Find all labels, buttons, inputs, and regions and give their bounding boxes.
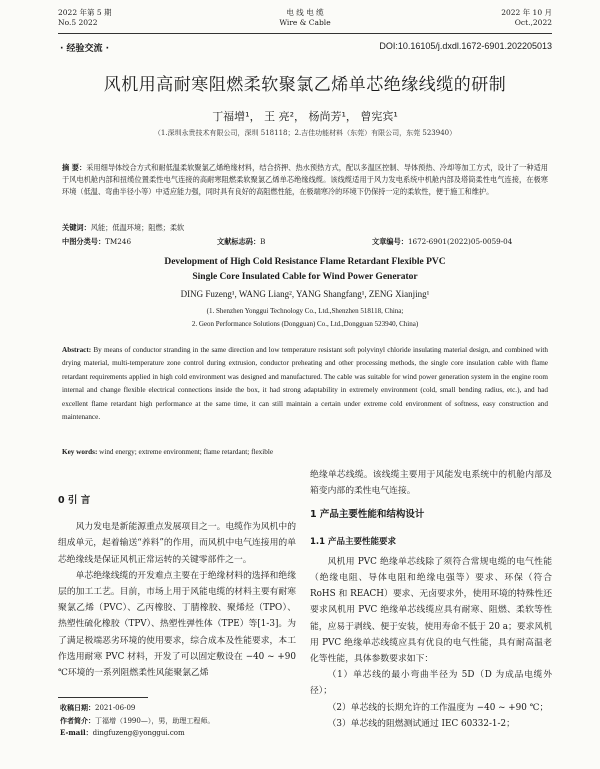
journal-name-cn: 电 线 电 缆 bbox=[286, 8, 324, 17]
clc-number bbox=[62, 237, 131, 247]
abstract-en-label: Abstract: bbox=[62, 346, 92, 354]
abstract-cn bbox=[62, 162, 548, 198]
running-header bbox=[58, 8, 552, 36]
title-en-line2: Single Core Insulated Cable for Wind Power Generator bbox=[192, 272, 418, 282]
journal-name bbox=[58, 8, 552, 28]
requirement-item: （3）单芯线的阻燃测试通过 IEC 60332-1-2； bbox=[327, 718, 515, 729]
received-label: 收稿日期： bbox=[60, 703, 95, 712]
authors-cn: 丁福增¹， 王 亮²， 杨尚芳¹， 曾宪宾¹ bbox=[212, 110, 398, 123]
keywords-cn-text: 风能；低温环境；阻燃；柔软 bbox=[90, 223, 185, 232]
clc-label: 中图分类号： bbox=[62, 237, 106, 246]
keywords-en-label: Key words: bbox=[62, 448, 98, 456]
journal-date bbox=[501, 8, 552, 28]
email-value[interactable]: dingfuzeng@yonggui.com bbox=[92, 729, 185, 737]
footnote-rule bbox=[58, 697, 148, 698]
affiliation-en bbox=[58, 305, 552, 331]
keywords-en-text: wind energy; extreme environment; flame retardant; flexible bbox=[99, 448, 274, 456]
abstract-cn-text: 采用细导体绞合方式和耐低温柔软聚氯乙烯绝缘材料，结合挤押、热水预热方式，配以多温区控制、导体预热、冷却等加工方式，设计了一种适用于风电机舱内部和扭缆位置柔性电气连接的高耐寒阻燃柔软聚氯乙烯单芯绝缘线缆。该线缆适用于风力发电系统中机舱内部及塔筒柔性电气连接，在极寒环境（低温、弯曲半径小等）中适应能力强，同时具有良好的高阻燃性能，在极端寒冷的环境下仍保持一定的柔软性，便于施工和维护。 bbox=[62, 163, 548, 196]
keywords-cn bbox=[62, 223, 548, 233]
body-column-right bbox=[310, 467, 552, 732]
issue-cn: 2022 年第 5 期 bbox=[58, 8, 112, 17]
paper-title-en bbox=[58, 255, 552, 285]
paper-title-cn: 风机用高耐寒阻燃柔软聚氯乙烯单芯绝缘线缆的研制 bbox=[103, 75, 507, 95]
clc-value: TM246 bbox=[105, 237, 132, 246]
doi: DOI:10.16105/j.dxdl.1672-6901.202205013 bbox=[379, 41, 552, 51]
authors-en: DING Fuzeng¹, WANG Liang², YANG Shangfang¹, ZENG Xianjing¹ bbox=[180, 289, 430, 299]
affiliation-cn: （1.深圳永贵技术有限公司，深圳 518118；2.吉佳功能材料（东莞）有限公司，东莞 523940） bbox=[153, 129, 457, 137]
affil-en-line1: (1. Shenzhen Yonggui Technology Co., Ltd.,Shenzhen 518118, China; bbox=[206, 307, 404, 315]
date-cn: 2022 年 10 月 bbox=[501, 8, 552, 17]
received-value: 2021-06-09 bbox=[95, 704, 136, 712]
keywords-en bbox=[62, 448, 548, 456]
section-heading-introduction: 0 引 言 bbox=[58, 495, 91, 506]
affil-en-line2: 2. Geon Performance Solutions (Dongguan) Co., Ltd.,Dongguan 523940, China) bbox=[191, 320, 419, 328]
issue-en: No.5 2022 bbox=[58, 18, 98, 27]
article-number bbox=[372, 237, 512, 247]
section-heading-1-1: 1.1 产品主要性能要求 bbox=[310, 536, 397, 547]
received-date bbox=[60, 702, 296, 715]
classification-row bbox=[62, 237, 548, 247]
body-paragraph: 风力发电是新能源重点发展项目之一。电缆作为风机中的组成单元，起着输送“养料”的作用，而风机中电气连接用的单芯绝缘线是保证风机正常运转的关键零部件之一。 bbox=[58, 522, 296, 565]
requirement-item: （1）单芯线的最小弯曲半径为 5D（D 为成品电缆外径）； bbox=[310, 670, 552, 697]
journal-name-en: Wire & Cable bbox=[279, 18, 331, 27]
email-label: E-mail： bbox=[60, 728, 93, 737]
abstract-en bbox=[62, 344, 548, 424]
author-bio-value: 丁福增（1990—），男，助理工程师。 bbox=[95, 716, 215, 725]
body-paragraph: 风机用 PVC 绝缘单芯线除了须符合常规电缆的电气性能（绝缘电阻、导体电阻和绝缘电强等）要求、环保（符合 RoHS 和 REACH）要求、无卤要求外，使用环境的特殊性还要求风机用 PVC 绝缘单芯线缆应具有耐寒、阻燃、柔软等性能，应易于剥线、便于安装，使用寿命不低于 20 a；要求风机用 PVC 绝缘单芯线缆应具有优良的电气性能，具有耐高温老化等性能，具体参数要求如下： bbox=[310, 556, 552, 665]
doc-code-label: 文献标志码： bbox=[217, 237, 261, 246]
abstract-cn-label: 摘 要： bbox=[62, 163, 87, 172]
body-paragraph: 单芯绝缘线缆的开发难点主要在于绝缘材料的选择和绝缘层的加工工艺。目前，市场上用于风能电缆的材料主要有耐寒聚氯乙烯（PVC）、乙丙橡胶、丁腈橡胶、聚烯烃（TPO）、热塑性硫化橡胶（TPV）、热塑性弹性体（TPE）等[1-3]。为了满足极端恶劣环境的使用要求，综合成本及性能要求，本工作选用耐寒 PVC 材料，开发了可以固定敷设在 −40 ~ +90 ℃环境的一系列阻燃柔性风能聚氯乙烯 bbox=[58, 570, 296, 679]
section-tag: · 经验交流 · bbox=[60, 44, 110, 54]
body-column-left bbox=[58, 485, 296, 681]
body-paragraph: 绝缘单芯线缆。该线缆主要用于风能发电系统中的机舱内部及箱变内部的柔性电气连接。 bbox=[310, 470, 552, 497]
article-no-label: 文章编号： bbox=[372, 237, 408, 246]
title-en-line1: Development of High Cold Resistance Flame Retardant Flexible PVC bbox=[164, 257, 446, 267]
requirement-item: （2）单芯线的长期允许的工作温度为 −40 ~ +90 ℃； bbox=[327, 702, 549, 713]
date-en: Oct.,2022 bbox=[514, 18, 552, 27]
author-bio-label: 作者简介： bbox=[60, 715, 95, 725]
section-heading-1: 1 产品主要性能和结构设计 bbox=[310, 509, 425, 521]
author-bio bbox=[60, 715, 296, 728]
doc-code-value: B bbox=[260, 237, 266, 246]
keywords-cn-label: 关键词： bbox=[62, 223, 91, 232]
footnotes bbox=[60, 702, 296, 740]
author-email bbox=[60, 727, 296, 740]
abstract-en-text: By means of conductor stranding in the same direction and low temperature resistant soft polyvinyl chloride insulating material design, and combined with drying material, multi-temperature zone control during extrusion, conductor preheating and other processing methods, the single core insulation cable with flame retardant requirements applied in high cold environment was designed and manufactured. The cable was suitable for wind power generation system in the engine room internal and change flexible electrical connections inside the box, it had strong adaptability in extremely environment (cold, small bending radius, etc.), and had excellent flame retardant high performance at the same time, it can still maintain a certain under extreme cold environment of softness, easy construction and maintenance. bbox=[62, 346, 549, 422]
document-code bbox=[217, 237, 265, 247]
article-no-value: 1672-6901(2022)05-0059-04 bbox=[407, 237, 513, 246]
header-rule bbox=[58, 33, 552, 34]
